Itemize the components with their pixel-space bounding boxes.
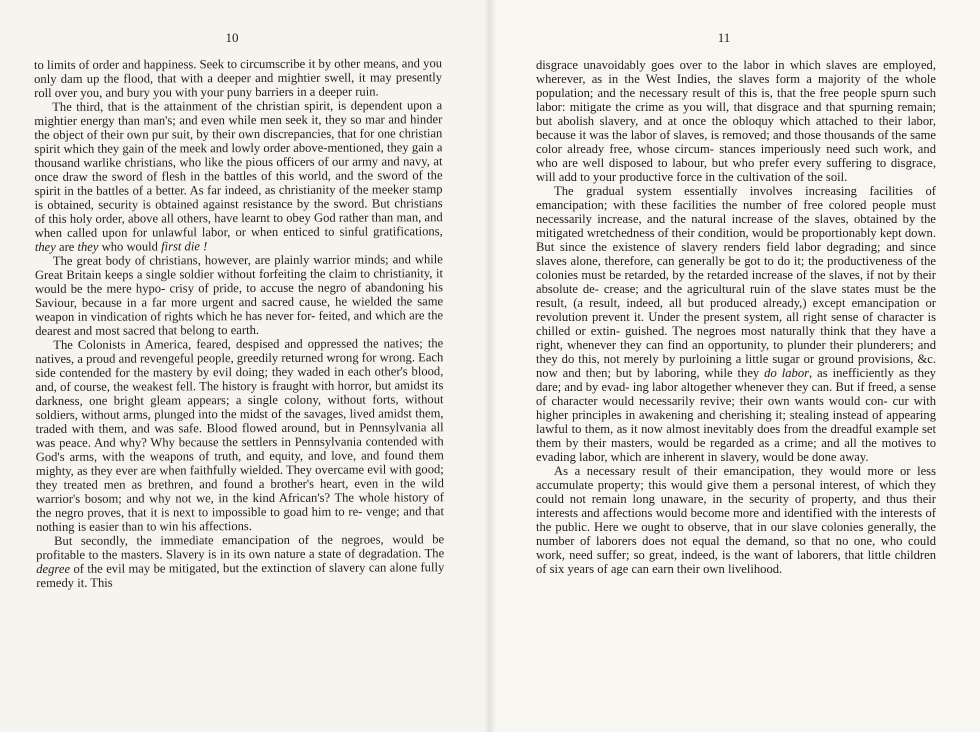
italic-run: they xyxy=(34,239,56,254)
paragraph xyxy=(35,336,444,534)
page-text xyxy=(536,58,936,576)
paragraph xyxy=(536,58,936,184)
italic-run: degree xyxy=(36,561,71,576)
paragraph xyxy=(34,98,443,254)
text-run: to limits of order and happiness. Seek to circumscribe it by other means, and you only dam up the flood, that with a deeper and mightier swell, it may presently roll over you, and bury you with your puny barriers in a deeper ruin. xyxy=(34,56,443,100)
text-run: are xyxy=(55,239,78,254)
text-run: The great body of christians, however, are plainly warrior minds; and while Great Britain keeps a single soldier without forfeiting the claim to christianity, it would be the mere hypo- crisy of pride, to accuse the negro of abandoning his Saviour, because in a far more urgent and sacred cause, he wielded the same weapon in vindication of rights which he has never for- feited, and which are the dearest and most sacred that belong to earth. xyxy=(34,252,444,338)
text-run: of the evil may be mitigated, but the extinction of slavery can alone fully remedy it. This xyxy=(36,560,445,590)
book-gutter xyxy=(484,0,496,732)
text-run: The third, that is the attainment of the christian spirit, is dependent upon a mightier energy than man's; and even while men seek it, they so mar and hinder the object of their own pur suit, by their own discrepancies, that for one christian spirit which they gain of the meek and lowly order above-mentioned, they gain a thousand warlike christians, who like the pious officers of our army and navy, at once draw the sword of flesh in the battles of this world, and the sword of the spirit in the battles of a better. As far indeed, as christianity of the meeker stamp is obtained, security is obtained against resistance by the sword. But christians of this holy order, above all others, have learnt to obey God rather than man, and when called upon for unlawful labor, or when enticed to sinful gratifications, xyxy=(34,98,443,240)
paragraph xyxy=(34,56,442,100)
paragraph xyxy=(536,464,936,576)
text-run: The gradual system essentially involves increasing facilities of emancipation; with these facilities the number of free colored people must necessarily increase, and the natural increase of the slaves, obtained by the mitigated wretchedness of their condition, would be proportionably kept down. But since the existence of slavery renders field labor degrading; and since slaves alone, therefore, can generally be got to do it; the productiveness of the colonies must be retarded, by the retarded increase of the slaves, if not by their absolute de- crease; and the agricultural ruin of the slave states must be the result, (a result, indeed, all but produced already,) except emancipation or revolution prevent it. Under the present system, all right sense of character is chilled or extin- guished. The negroes most naturally think that they have a right, whenever they can find an opportunity, to plunder their plunderers; and they do this, not merely by purloining a little sugar or ground provisions, &c. now and then; but by laboring, while they xyxy=(536,184,936,380)
paragraph xyxy=(536,184,936,464)
paragraph xyxy=(36,532,444,590)
text-run: The Colonists in America, feared, despised and oppressed the natives; the natives, a proud and revengeful people, greedily returned wrong for wrong. Each side contended for the mastery by evil doing; they waded in each other's blood, and, of course, the weakest fell. The history is fraught with horror, but amidst its darkness, one bright gleam appears; a single colony, without forts, without soldiers, without arms, plunged into the midst of the savages, lived amidst them, traded with them, and was safe. Blood flowed around, but in Pennsylvania all was peace. And why? Why because the settlers in Pennsylvania contended with God's arms, with the weapons of truth, and equity, and love, and found them mighty, as they ever are when faithfully wielded. They overcame evil with good; they treated men as brethren, and found a brother's heart, even in the wild warrior's bosom; and why not we, in the kind African's? The whole history of the negro proves, that it is next to impossible to goad him to re- venge; and that nothing is easier than to win his affections. xyxy=(35,336,445,534)
text-run: But secondly, the immediate emancipation of the negroes, would be profitable to the masters. Slavery is in its own nature a state of degradation. The xyxy=(36,532,445,562)
page-number: 11 xyxy=(717,30,731,45)
text-run: disgrace unavoidably goes over to the labor in which slaves are employed, wherever, as in the West Indies, the slaves form a majority of the whole population; and the necessary result of this is, that the free people spurn such labor: mitigate the crime as you will, that disgrace and that spurning remain; but abolish slavery, and at once the obloquy which attached to their labor, because it was the labor of slaves, is removed; and those thousands of the same color already free, whose circum- stances imperiously need such work, and who are well disposed to labour, but who prefer every suffering to disgrace, will add to your productive force in the cultivation of the soil. xyxy=(536,58,936,184)
page-text xyxy=(34,56,444,590)
italic-run: do labor xyxy=(764,366,810,380)
paragraph xyxy=(35,252,443,338)
italic-run: they xyxy=(77,239,99,254)
text-run: , as inefficiently as they dare; and by evad- ing labor altogether whenever they can. But if freed, a sense of character would necessarily revive; their own wants would con- cur with higher principles in awakening and cherishing it; stealing instead of appearing lawful to them, as it now almost inevitably does from the dreadful example set them by their masters, would be regarded as a crime; and all the motives to evading labor, which are inherent in slavery, would be done away. xyxy=(536,366,936,464)
page-number: 10 xyxy=(225,30,239,45)
italic-run: first die ! xyxy=(161,239,208,254)
text-run: who would xyxy=(98,239,162,254)
text-run: As a necessary result of their emancipation, they would more or less accumulate property; this would give them a personal interest, of which they could not remain long unaware, in the security of property, and thus their interests and affections would become more and identified with the interests of the public. Here we ought to observe, that in our slave colonies generally, the number of laborers does not equal the demand, so that no one, who could work, need suffer; so great, indeed, is the want of laborers, that little children of six years of age can earn their own livelihood. xyxy=(536,464,936,576)
right-page xyxy=(490,0,980,732)
